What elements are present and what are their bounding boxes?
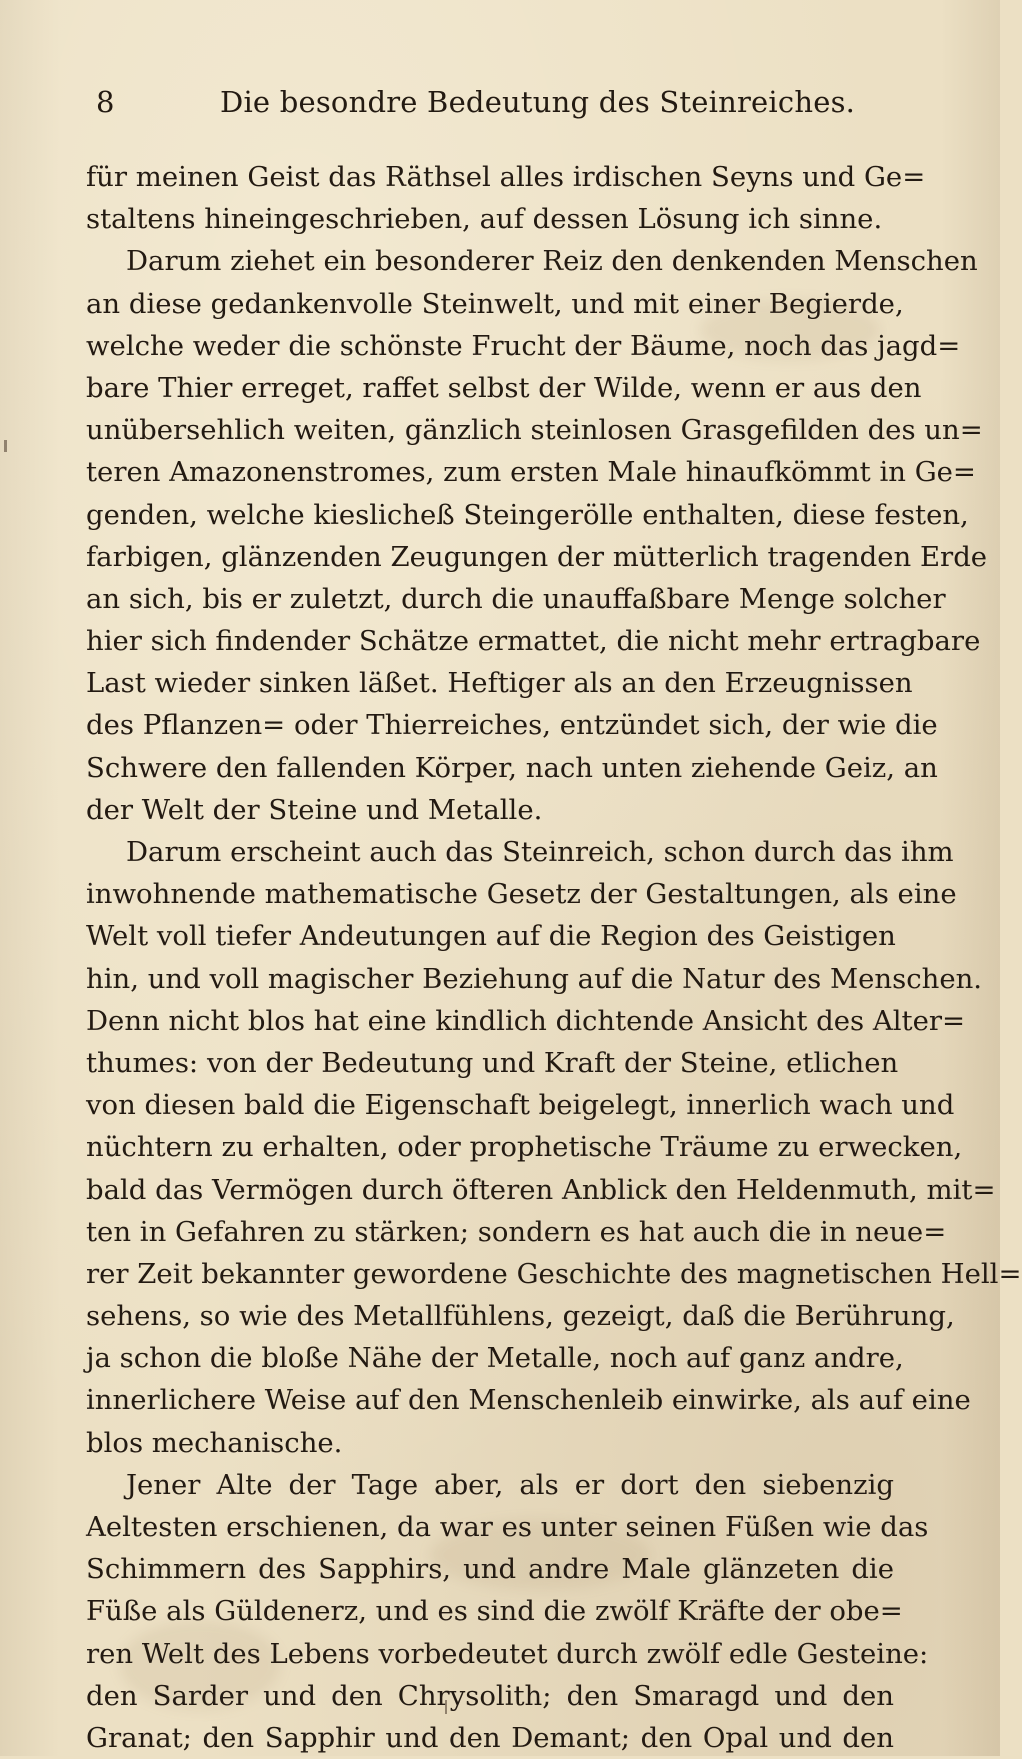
- text-line: Darum erscheint auch das Steinreich, schon durch das ihm: [126, 836, 954, 868]
- text-line: Granat; den Sapphir und den Demant; den Opal und den: [86, 1721, 894, 1754]
- text-line: ja schon die bloße Nähe der Metalle, noch auf ganz andre,: [86, 1342, 904, 1375]
- text-line: thumes: von der Bedeutung und Kraft der Steine, etlichen: [86, 1046, 899, 1079]
- text-line: inwohnende mathematische Gesetz der Gestaltungen, als eine: [86, 878, 957, 911]
- text-line: ten in Gefahren zu stärken; sondern es hat auch die in neue=: [86, 1215, 947, 1248]
- text-line: von diesen bald die Eigenschaft beigelegt, innerlich wach und: [86, 1089, 955, 1122]
- text-line: Darum ziehet ein besonderer Reiz den denkenden Menschen: [126, 245, 978, 278]
- text-line: ren Welt des Lebens vorbedeutet durch zwölf edle Gesteine:: [86, 1637, 929, 1670]
- text-line: Füße als Güldenerz, und es sind die zwölf Kräfte der obe=: [86, 1595, 903, 1628]
- text-line: den Sarder und den Chrysolith; den Smaragd und den: [86, 1679, 894, 1712]
- margin-mark: [4, 440, 7, 452]
- text-line: blos mechanische.: [86, 1426, 343, 1459]
- text-line: bare Thier erreget, raffet selbst der Wilde, wenn er aus den: [86, 371, 922, 404]
- text-line: für meinen Geist das Räthsel alles irdischen Seyns und Ge=: [86, 161, 926, 193]
- text-line: Denn nicht blos hat eine kindlich dichtende Ansicht des Alter=: [86, 1004, 966, 1037]
- text-line: sehens, so wie des Metallfühlens, gezeigt, daß die Berührung,: [86, 1300, 955, 1333]
- text-line: Last wieder sinken läßet. Heftiger als an den Erzeugnissen: [86, 667, 913, 700]
- text-line: Schwere den fallenden Körper, nach unten ziehende Geiz, an: [86, 751, 938, 784]
- text-line: unübersehlich weiten, gänzlich steinlosen Grasgefilden des un=: [86, 414, 983, 447]
- text-line: des Pflanzen= oder Thierreiches, entzündet sich, der wie die: [86, 709, 938, 742]
- text-line: rer Zeit bekannter gewordene Geschichte des magnetischen Hell=: [86, 1257, 1022, 1290]
- text-line: staltens hineingeschrieben, auf dessen Lösung ich sinne.: [86, 203, 883, 236]
- text-line: Jener Alte der Tage aber, als er dort den siebenzig: [126, 1468, 894, 1501]
- text-line: farbigen, glänzenden Zeugungen der mütterlich tragenden Erde: [86, 540, 988, 573]
- text-line: hier sich findender Schätze ermattet, die nicht mehr ertragbare: [86, 625, 981, 658]
- page-header: [96, 82, 896, 122]
- text-line: genden, welche kieslicheß Steingerölle enthalten, diese festen,: [86, 498, 969, 531]
- text-line: teren Amazonenstromes, zum ersten Male hinaufkömmt in Ge=: [86, 456, 976, 489]
- text-line: welche weder die schönste Frucht der Bäume, noch das jagd=: [86, 329, 961, 362]
- body-text: [86, 156, 1022, 1759]
- page-number: 8: [96, 85, 115, 119]
- text-line: Welt voll tiefer Andeutungen auf die Region des Geistigen: [86, 920, 896, 953]
- text-line: hin, und voll magischer Beziehung auf die Natur des Menschen.: [86, 962, 983, 995]
- text-line: innerlichere Weise auf den Menschenleib einwirke, als auf eine: [86, 1384, 971, 1417]
- text-line: der Welt der Steine und Metalle.: [86, 793, 543, 826]
- running-head: Die besondre Bedeutung des Steinreiches.: [220, 85, 856, 119]
- text-line: Schimmern des Sapphirs, und andre Male glänzeten die: [86, 1553, 894, 1586]
- text-line: an diese gedankenvolle Steinwelt, und mit einer Begierde,: [86, 287, 904, 320]
- text-line: an sich, bis er zuletzt, durch die unauffaßbare Menge solcher: [86, 582, 946, 615]
- text-line: nüchtern zu erhalten, oder prophetische Träume zu erwecken,: [86, 1131, 963, 1164]
- text-line: bald das Vermögen durch öfteren Anblick den Heldenmuth, mit=: [86, 1173, 996, 1206]
- text-line: Aeltesten erschienen, da war es unter seinen Füßen wie das: [86, 1511, 929, 1543]
